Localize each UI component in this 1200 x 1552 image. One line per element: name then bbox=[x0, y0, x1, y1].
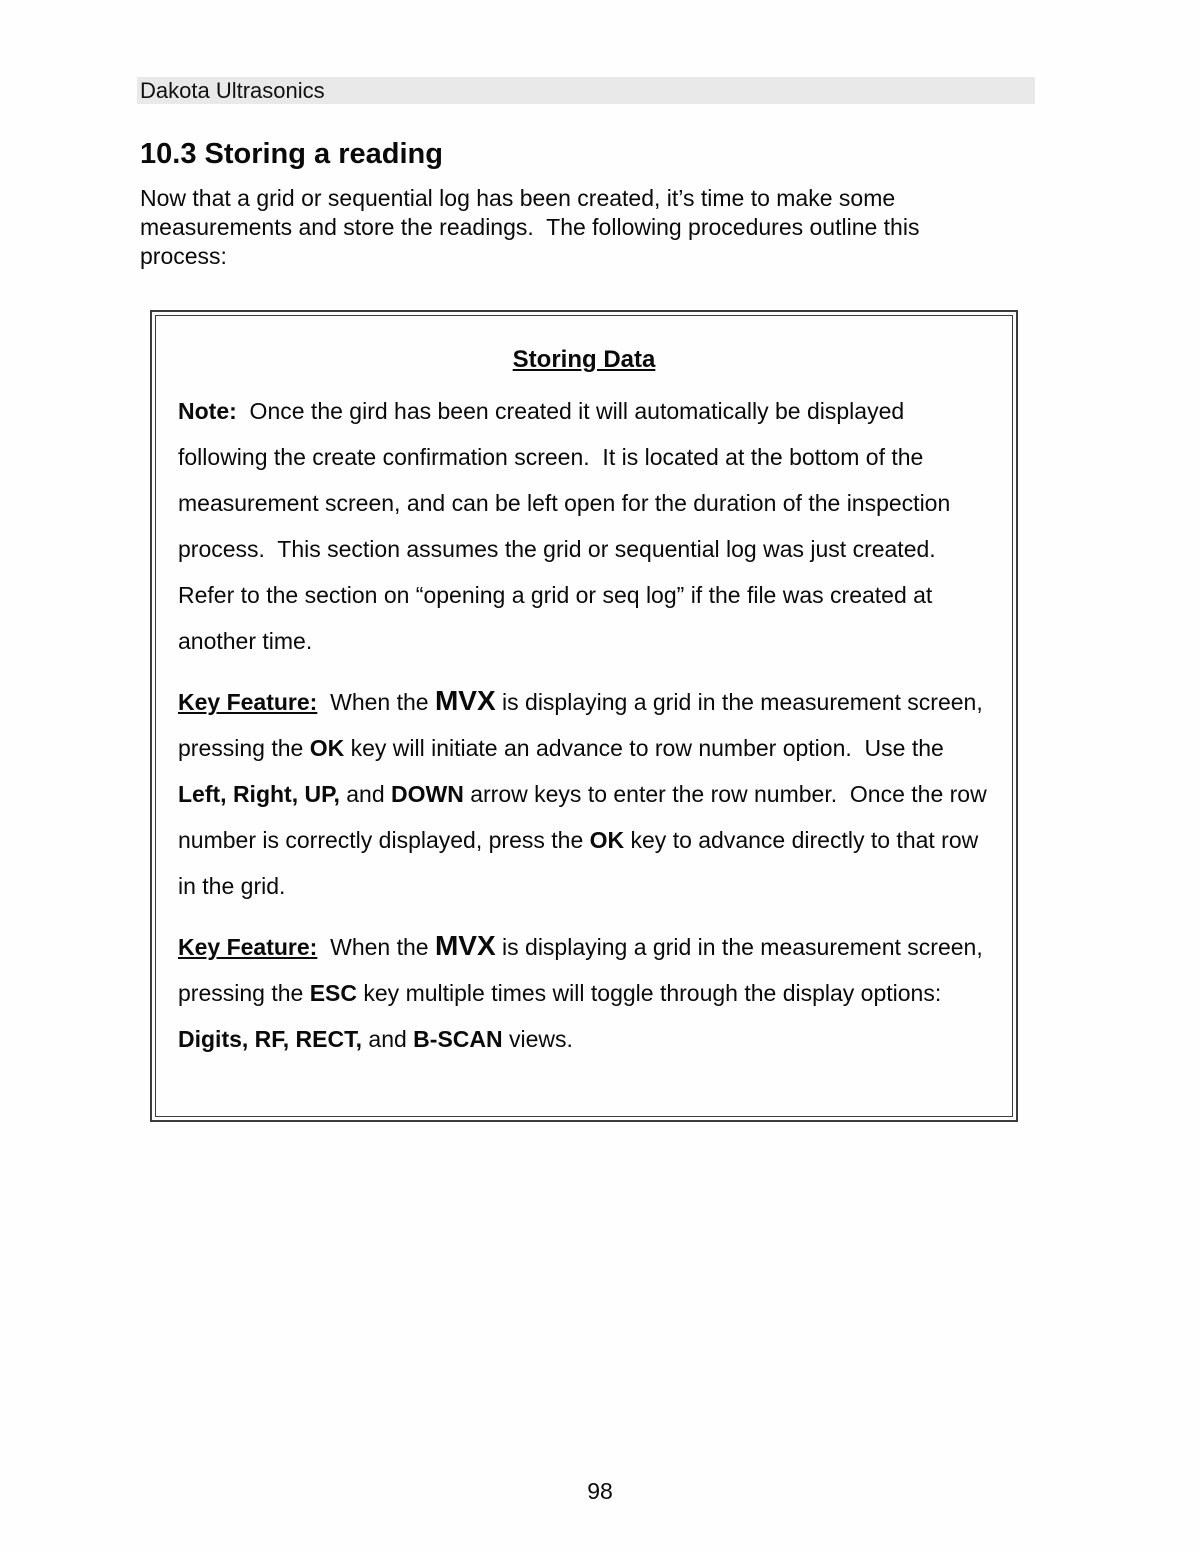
page-number: 98 bbox=[587, 1478, 613, 1504]
text-run: OK bbox=[589, 827, 625, 853]
text-run: MVX bbox=[434, 685, 496, 716]
info-box-inner bbox=[155, 315, 1013, 1117]
text-run: arrow keys to enter the row number. Once the row number is correctly displayed, press the bbox=[178, 781, 994, 853]
brand-name: Dakota Ultrasonics bbox=[140, 77, 325, 103]
key-feature-2-paragraph bbox=[178, 923, 990, 1062]
text-run: key multiple times will toggle through the display options: bbox=[357, 980, 948, 1006]
note-paragraph bbox=[178, 388, 990, 664]
text-run: is displaying a grid in the measurement screen, pressing the bbox=[178, 934, 990, 1006]
text-run: and bbox=[339, 781, 392, 807]
text-run: Key Feature: bbox=[178, 934, 318, 960]
text-run: ESC bbox=[309, 980, 357, 1006]
text-run: Digits, RF, RECT, bbox=[178, 1026, 363, 1052]
text-run: B-SCAN bbox=[413, 1026, 503, 1052]
text-run: Left, Right, UP, bbox=[178, 781, 340, 807]
text-run: Once the gird has been created it will automatically be displayed following the create confirmation screen. It is located at the bottom of the measurement screen, and can be left open for the duration of the inspection process. This section assumes the grid or sequential log was just created. Refer to the section on “opening a grid or seq log” if the file was created at another time. bbox=[178, 398, 957, 654]
info-box bbox=[150, 310, 1018, 1122]
box-title: Storing Data bbox=[512, 346, 656, 373]
section-heading: 10.3 Storing a reading bbox=[140, 138, 443, 170]
text-run: views. bbox=[502, 1026, 573, 1052]
text-run: is displaying a grid in the measurement screen, pressing the bbox=[178, 689, 990, 761]
text-run: DOWN bbox=[391, 781, 464, 807]
text-run: When the bbox=[317, 689, 435, 715]
text-run: key to advance directly to that row in the grid. bbox=[178, 827, 985, 899]
text-run: and bbox=[362, 1026, 414, 1052]
text-run: OK bbox=[309, 735, 345, 761]
text-run: Key Feature: bbox=[178, 689, 318, 715]
text-run: Note: bbox=[178, 398, 237, 424]
key-feature-1-paragraph bbox=[178, 678, 994, 909]
text-run: MVX bbox=[434, 930, 496, 961]
text-run: When the bbox=[317, 934, 435, 960]
page-header-bar bbox=[137, 77, 1035, 104]
intro-paragraph: Now that a grid or sequential log has been created, it’s time to make some measurements and store the readings. The following procedures outline this process: bbox=[140, 185, 926, 269]
text-run: key will initiate an advance to row number option. Use the bbox=[344, 735, 951, 761]
